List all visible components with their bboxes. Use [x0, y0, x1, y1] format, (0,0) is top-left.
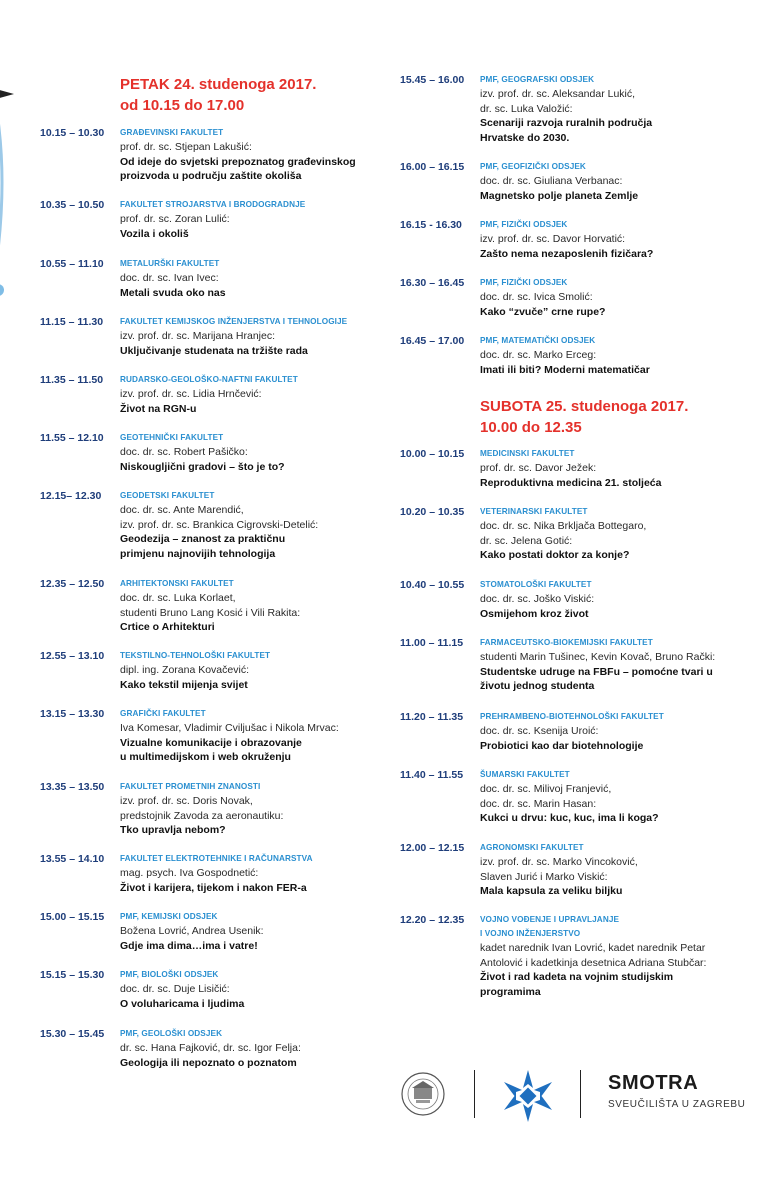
talk-title: u multimedijskom i web okruženju	[120, 751, 291, 763]
speaker-line: doc. dr. sc. Robert Pašičko:	[120, 446, 248, 458]
friday-heading	[120, 74, 316, 116]
talk-title: Vozila i okoliš	[120, 227, 189, 240]
talk-title: Niskougljični gradovi – što je to?	[120, 460, 285, 473]
speaker-line: izv. prof. dr. sc. Marijana Hranjec:	[120, 330, 276, 342]
faculty-name: GEOTEHNIČKI FAKULTET	[120, 433, 224, 442]
talk-title: Gdje ima dima…ima i vatre!	[120, 939, 258, 952]
speaker-line: doc. dr. sc. Marko Erceg:	[480, 349, 597, 361]
talk-title: Život na RGN-u	[120, 402, 197, 415]
footer-logos	[400, 1068, 750, 1124]
speaker-line: prof. dr. sc. Zoran Lulić:	[120, 213, 230, 225]
talk-title: Kako tekstil mijenja svijet	[120, 678, 248, 691]
logo-separator	[580, 1070, 581, 1118]
faculty-name: RUDARSKO-GEOLOŠKO-NAFTNI FAKULTET	[120, 375, 298, 384]
speaker-line: kadet narednik Ivan Lovrić, kadet narednik Petar	[480, 942, 706, 954]
faculty-name: STOMATOLOŠKI FAKULTET	[480, 580, 592, 589]
schedule-entry	[40, 707, 380, 765]
university-seal-icon	[400, 1071, 446, 1117]
time-slot: 11.20 – 11.35	[400, 711, 464, 723]
speaker-line: dr. sc. Hana Fajković, dr. sc. Igor Felja:	[120, 1042, 301, 1054]
schedule-entry	[400, 768, 740, 826]
schedule-entry	[400, 447, 740, 490]
speaker-line: Božena Lovrić, Andrea Usenik:	[120, 925, 264, 937]
time-slot: 11.40 – 11.55	[400, 769, 464, 781]
faculty-name: PMF, MATEMATIČKI ODSJEK	[480, 336, 596, 345]
schedule-entry	[40, 968, 380, 1011]
talk-title: Metali svuda oko nas	[120, 286, 226, 299]
time-slot: 10.15 – 10.30	[40, 127, 105, 139]
talk-title: Život i rad kadeta na vojnim studijskim	[480, 971, 674, 983]
schedule-entry	[40, 431, 380, 474]
smotra-subtitle: SVEUČILIŠTA U ZAGREBU	[608, 1099, 746, 1110]
schedule-entry	[40, 126, 380, 184]
speaker-line: doc. dr. sc. Marin Hasan:	[480, 797, 597, 810]
saturday-heading	[480, 396, 688, 438]
talk-title: Geologija ili nepoznato o poznatom	[120, 1056, 297, 1069]
faculty-name: MEDICINSKI FAKULTET	[480, 449, 575, 458]
logo-separator	[474, 1070, 475, 1118]
speaker-line: doc. dr. sc. Ivica Smolić:	[480, 291, 593, 303]
speaker-line: izv. prof. dr. sc. Marko Vincoković,	[480, 856, 638, 868]
time-slot: 16.00 – 16.15	[400, 161, 465, 173]
time-slot: 16.30 – 16.45	[400, 277, 465, 289]
talk-title: Uključivanje studenata na tržište rada	[120, 344, 308, 357]
time-slot: 11.35 – 11.50	[40, 374, 104, 386]
speaker-line: studenti Marin Tušinec, Kevin Kovač, Bruno Rački:	[480, 651, 716, 663]
schedule-entry	[40, 852, 380, 895]
time-slot: 15.45 – 16.00	[400, 74, 465, 86]
speaker-line: doc. dr. sc. Luka Korlaet,	[120, 592, 236, 604]
time-slot: 10.20 – 10.35	[400, 506, 465, 518]
time-slot: 11.15 – 11.30	[40, 316, 104, 328]
schedule-entry	[40, 1027, 380, 1070]
speaker-line: Iva Komesar, Vladimir Cviljušac i Nikola Mrvac:	[120, 722, 339, 734]
talk-title: Kukci u drvu: kuc, kuc, ima li koga?	[480, 812, 659, 824]
faculty-name: FAKULTET KEMIJSKOG INŽENJERSTVA I TEHNOLOGIJE	[120, 317, 348, 326]
time-slot: 11.55 – 12.10	[40, 432, 104, 444]
talk-title: Probiotici kao dar biotehnologije	[480, 739, 644, 752]
speaker-line: doc. dr. sc. Nika Brkljača Bottegaro,	[480, 520, 647, 532]
speaker-line: prof. dr. sc. Stjepan Lakušić:	[120, 141, 252, 153]
speaker-line: Slaven Jurić i Marko Viskić:	[480, 870, 608, 883]
faculty-name: GEODETSKI FAKULTET	[120, 491, 215, 500]
talk-title: proizvoda u području zaštite okoliša	[120, 170, 302, 182]
speaker-line: doc. dr. sc. Duje Lisičić:	[120, 983, 230, 995]
speaker-line: prof. dr. sc. Davor Ježek:	[480, 462, 597, 474]
talk-title: Kako “zvuče” crne rupe?	[480, 305, 606, 318]
time-slot: 15.30 – 15.45	[40, 1028, 105, 1040]
talk-title: Imati ili biti? Moderni matematičar	[480, 363, 650, 376]
faculty-name: TEKSTILNO-TEHNOLOŠKI FAKULTET	[120, 651, 271, 660]
schedule-entry	[40, 649, 380, 692]
faculty-name: FARMACEUTSKO-BIOKEMIJSKI FAKULTET	[480, 638, 653, 647]
speaker-line: Antolović i kadetkinja desetnica Adriana Stubčar:	[480, 956, 707, 969]
talk-title: primjenu najnovijih tehnologija	[120, 547, 276, 560]
talk-title: Magnetsko polje planeta Zemlje	[480, 189, 639, 202]
speaker-line: izv. prof. dr. sc. Aleksandar Lukić,	[480, 88, 636, 100]
schedule-entry	[40, 910, 380, 953]
faculty-name: PREHRAMBENO-BIOTEHNOLOŠKI FAKULTET	[480, 712, 664, 721]
faculty-name: I VOJNO INŽENJERSTVO	[480, 929, 581, 938]
talk-title: programima	[480, 985, 541, 998]
faculty-name: GRAĐEVINSKI FAKULTET	[120, 128, 224, 137]
talk-title: Od ideje do svjetski prepoznatog građevinskog	[120, 155, 356, 168]
talk-title: Geodezija – znanost za praktičnu	[120, 533, 286, 545]
schedule-entry	[40, 780, 380, 838]
time-slot: 12.35 – 12.50	[40, 578, 105, 590]
faculty-name: METALURŠKI FAKULTET	[120, 259, 220, 268]
speaker-line: izv. prof. dr. sc. Doris Novak,	[120, 795, 253, 807]
talk-title: Crtice o Arhitekturi	[120, 621, 215, 633]
talk-title: Osmijehom kroz život	[480, 607, 589, 620]
talk-title: Studentske udruge na FBFu – pomoćne tvari u	[480, 665, 713, 678]
schedule-entry	[40, 198, 380, 241]
faculty-name: FAKULTET PROMETNIH ZNANOSTI	[120, 782, 261, 791]
talk-title: Život i karijera, tijekom i nakon FER-a	[120, 881, 307, 894]
speaker-line: doc. dr. sc. Ksenija Uroić:	[480, 725, 599, 737]
friday-date: PETAK 24. studenoga 2017.	[120, 76, 317, 93]
speaker-line: studenti Bruno Lang Kosić i Vili Rakita:	[120, 606, 301, 619]
smotra-star-logo-icon	[500, 1068, 556, 1124]
faculty-name: PMF, FIZIČKI ODSJEK	[480, 220, 568, 229]
time-slot: 10.00 – 10.15	[400, 448, 465, 460]
schedule-entry	[40, 257, 380, 300]
faculty-name: VOJNO VOĐENJE I UPRAVLJANJE	[480, 915, 620, 924]
talk-title: Vizualne komunikacije i obrazovanje	[120, 736, 302, 749]
time-slot: 10.40 – 10.55	[400, 579, 465, 591]
time-slot: 16.45 – 17.00	[400, 335, 465, 347]
time-slot: 15.15 – 15.30	[40, 969, 105, 981]
faculty-name: VETERINARSKI FAKULTET	[480, 507, 588, 516]
time-slot: 12.00 – 12.15	[400, 842, 465, 854]
faculty-name: PMF, GEOFIZIČKI ODSJEK	[480, 162, 586, 171]
speaker-line: dipl. ing. Zorana Kovačević:	[120, 664, 249, 676]
time-slot: 10.55 – 11.10	[40, 258, 104, 270]
time-slot: 12.20 – 12.35	[400, 914, 465, 926]
speaker-line: predstojnik Zavoda za aeronautiku:	[120, 809, 284, 822]
talk-title: Scenariji razvoja ruralnih područja	[480, 117, 653, 129]
speaker-line: izv. prof. dr. sc. Davor Horvatić:	[480, 233, 626, 245]
smotra-brand: SMOTRA	[608, 1072, 699, 1094]
decorative-graphic	[0, 60, 20, 310]
schedule-entry	[400, 636, 740, 694]
schedule-entry	[40, 577, 380, 635]
schedule-entry	[40, 489, 380, 561]
speaker-line: doc. dr. sc. Ante Marendić,	[120, 504, 244, 516]
talk-title: Hrvatske do 2030.	[480, 131, 570, 144]
talk-title: Kako postati doktor za konje?	[480, 549, 630, 561]
faculty-name: FAKULTET STROJARSTVA I BRODOGRADNJE	[120, 200, 306, 209]
schedule-entry	[400, 505, 740, 563]
speaker-line: izv. prof. dr. sc. Lidia Hrnčević:	[120, 388, 262, 400]
schedule-entry	[40, 315, 380, 358]
faculty-name: PMF, GEOLOŠKI ODSJEK	[120, 1029, 223, 1038]
time-slot: 15.00 – 15.15	[40, 911, 105, 923]
time-slot: 12.55 – 13.10	[40, 650, 105, 662]
speaker-line: mag. psych. Iva Gospodnetić:	[120, 867, 259, 879]
faculty-name: FAKULTET ELEKTROTEHNIKE I RAČUNARSTVA	[120, 854, 313, 863]
faculty-name: PMF, BIOLOŠKI ODSJEK	[120, 970, 219, 979]
time-slot: 12.15– 12.30	[40, 490, 102, 502]
talk-title: životu jednog studenta	[480, 680, 595, 692]
talk-title: Zašto nema nezaposlenih fizičara?	[480, 247, 654, 260]
saturday-hours: 10.00 do 12.35	[480, 419, 582, 436]
speaker-line: dr. sc. Jelena Gotić:	[480, 534, 573, 547]
faculty-name: PMF, GEOGRAFSKI ODSJEK	[480, 75, 595, 84]
time-slot: 16.15 - 16.30	[400, 219, 462, 231]
faculty-name: ARHITEKTONSKI FAKULTET	[120, 579, 234, 588]
speaker-line: doc. dr. sc. Giuliana Verbanac:	[480, 175, 623, 187]
schedule-entry	[400, 334, 740, 377]
schedule-entry	[400, 578, 740, 621]
faculty-name: PMF, KEMIJSKI ODSJEK	[120, 912, 218, 921]
talk-title: Mala kapsula za veliku biljku	[480, 885, 623, 897]
schedule-entry	[400, 710, 740, 753]
saturday-date: SUBOTA 25. studenoga 2017.	[480, 398, 689, 415]
schedule-entry	[40, 373, 380, 416]
time-slot: 11.00 – 11.15	[400, 637, 464, 649]
schedule-entry	[400, 276, 740, 319]
time-slot: 13.55 – 14.10	[40, 853, 105, 865]
schedule-entry	[400, 73, 740, 145]
schedule-entry	[400, 841, 740, 899]
time-slot: 13.35 – 13.50	[40, 781, 105, 793]
schedule-entry	[400, 218, 740, 261]
faculty-name: AGRONOMSKI FAKULTET	[480, 843, 584, 852]
faculty-name: GRAFIČKI FAKULTET	[120, 709, 206, 718]
talk-title: O voluharicama i ljudima	[120, 997, 245, 1010]
time-slot: 13.15 – 13.30	[40, 708, 105, 720]
schedule-entry	[400, 913, 740, 999]
speaker-line: doc. dr. sc. Ivan Ivec:	[120, 272, 219, 284]
friday-hours: od 10.15 do 17.00	[120, 97, 245, 114]
speaker-line: dr. sc. Luka Valožić:	[480, 102, 573, 115]
talk-title: Tko upravlja nebom?	[120, 824, 226, 836]
talk-title: Reproduktivna medicina 21. stoljeća	[480, 476, 662, 489]
faculty-name: ŠUMARSKI FAKULTET	[480, 770, 570, 779]
schedule-entry	[400, 160, 740, 203]
speaker-line: doc. dr. sc. Joško Viskić:	[480, 593, 595, 605]
speaker-line: doc. dr. sc. Milivoj Franjević,	[480, 783, 612, 795]
faculty-name: PMF, FIZIČKI ODSJEK	[480, 278, 568, 287]
time-slot: 10.35 – 10.50	[40, 199, 105, 211]
speaker-line: izv. prof. dr. sc. Brankica Cigrovski-Detelić:	[120, 518, 319, 531]
